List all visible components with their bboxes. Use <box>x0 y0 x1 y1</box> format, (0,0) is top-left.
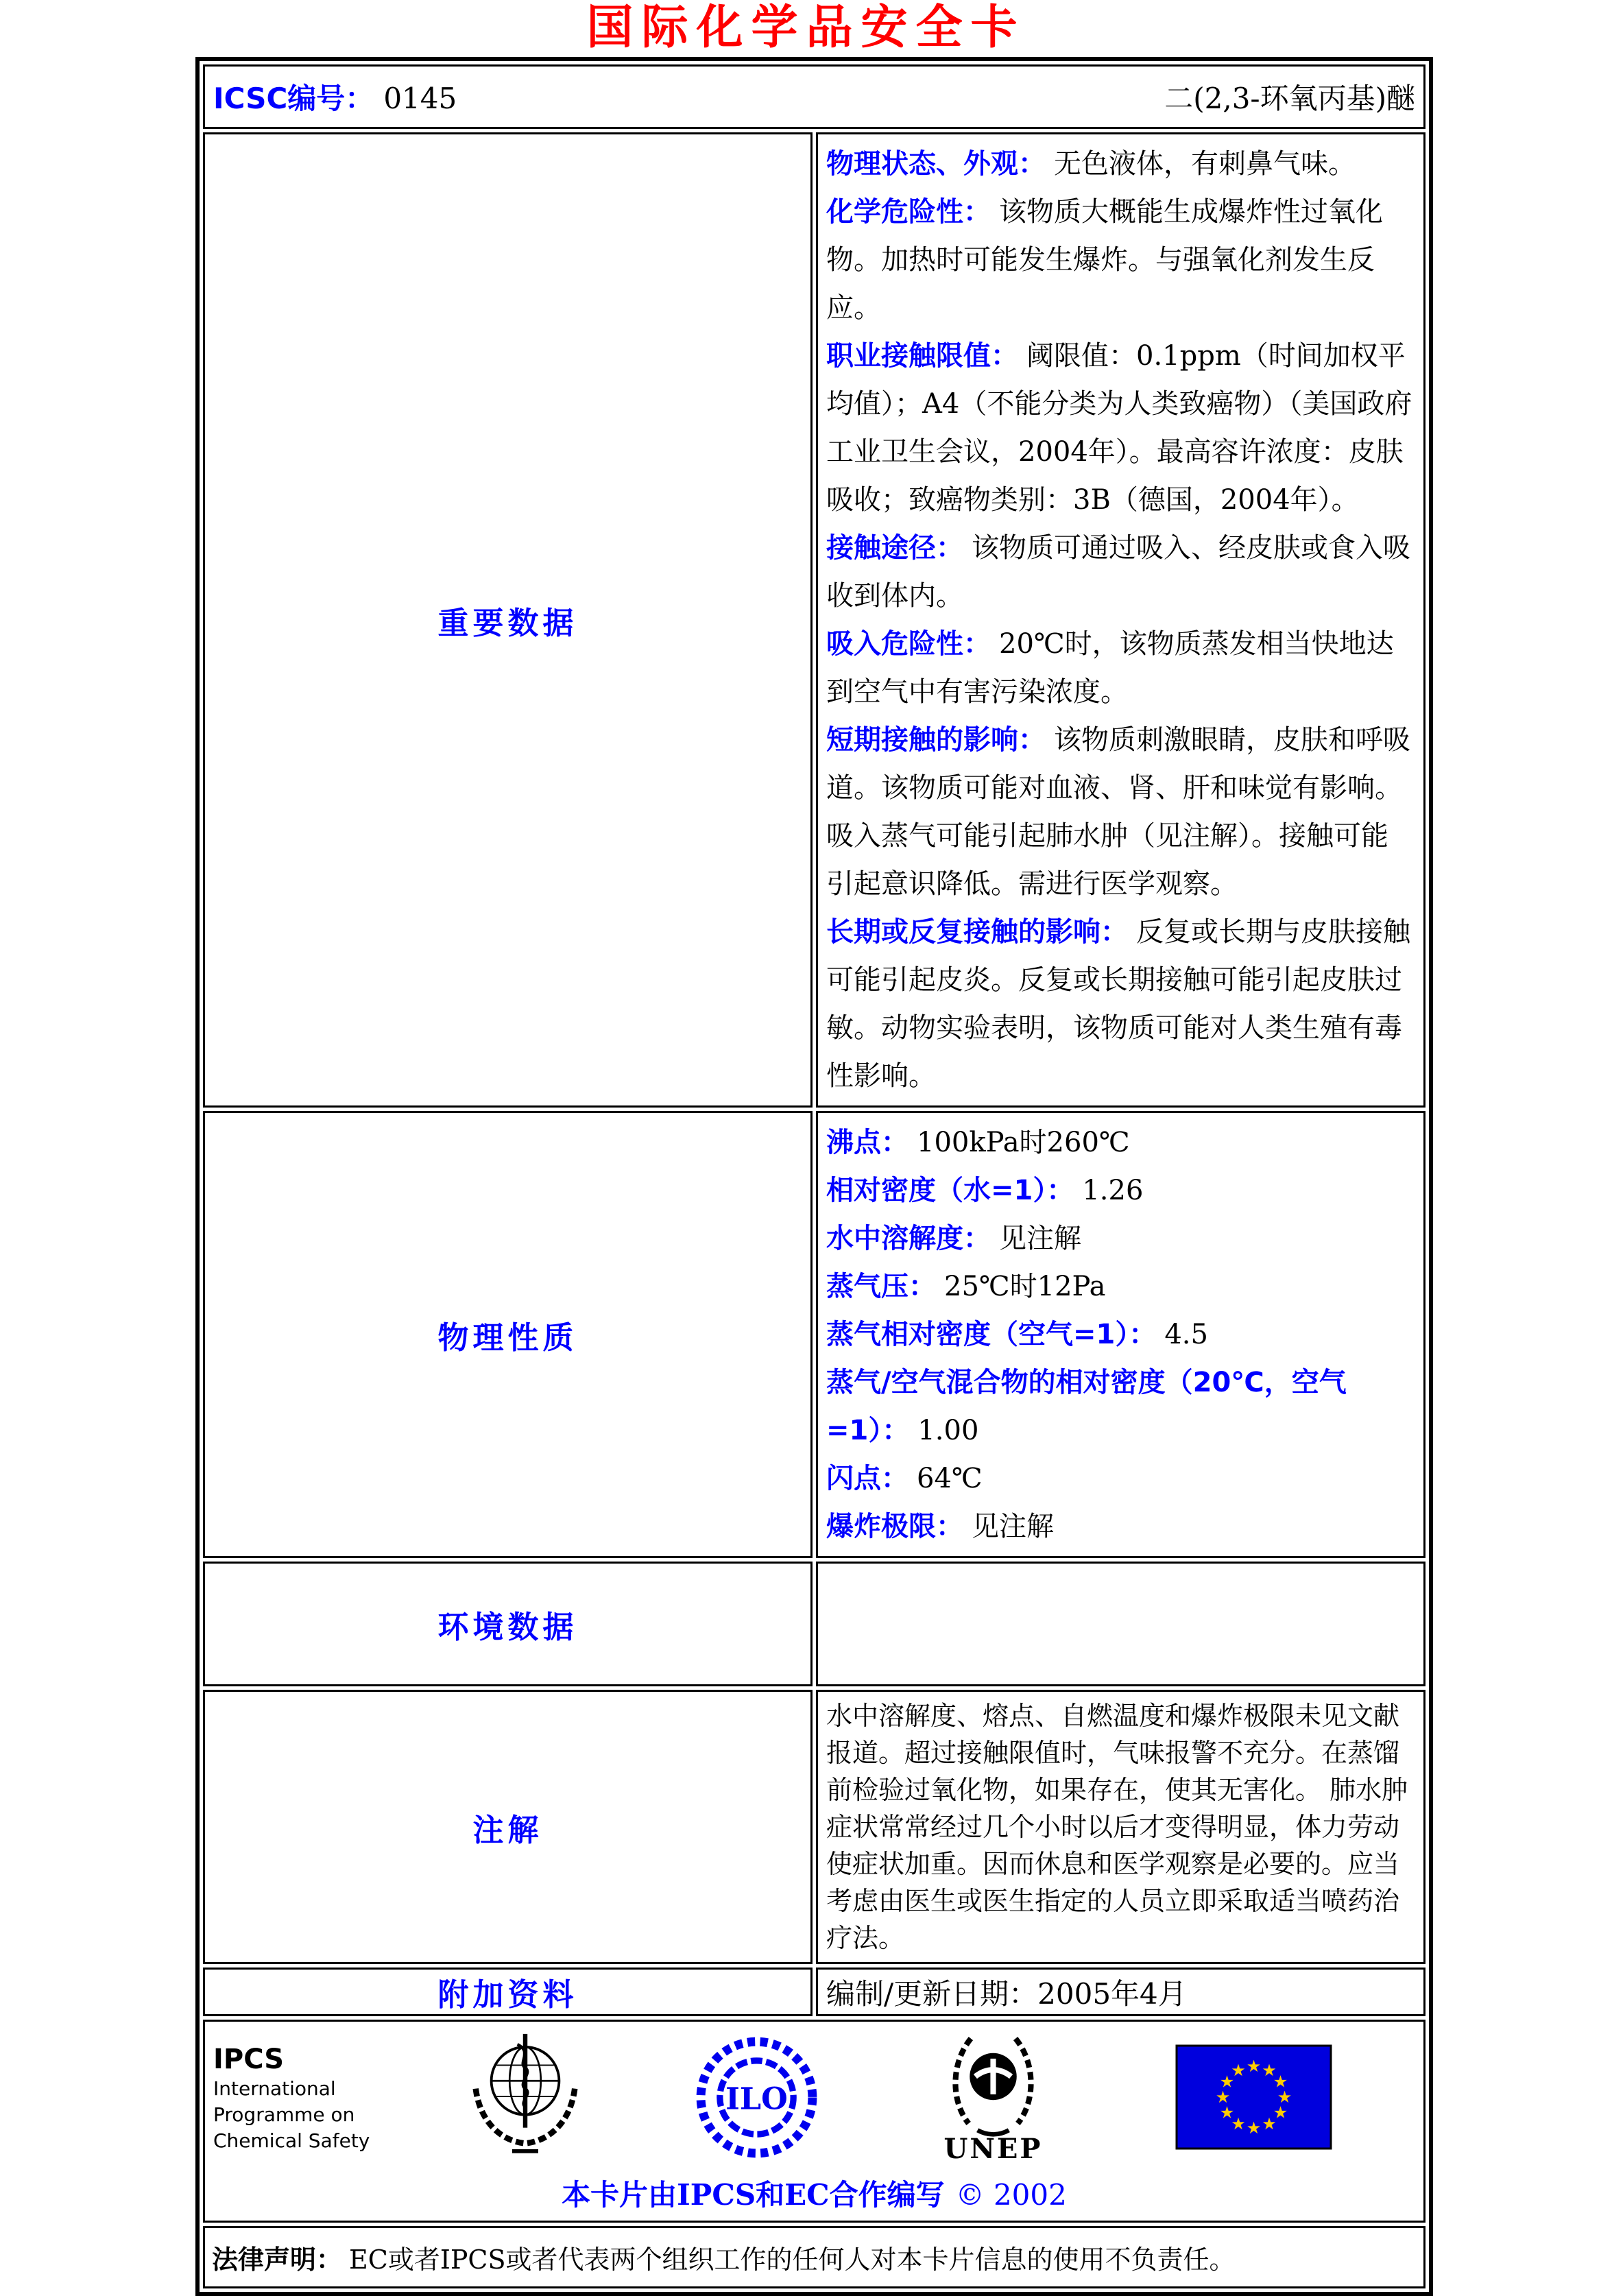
svg-text:★: ★ <box>1262 2114 1277 2133</box>
unep-logo-icon <box>937 2034 1050 2163</box>
svg-text:★: ★ <box>1277 2088 1292 2107</box>
property-value: 见注解 <box>972 1511 1054 1542</box>
property-value: 25℃时12Pa <box>944 1271 1106 1302</box>
credit-text: 本卡片由IPCS和EC合作编写 <box>562 2178 945 2212</box>
property-value: 20℃时，该物质蒸发相当快地达到空气中有害污染浓度。 <box>826 628 1394 708</box>
credit-line <box>213 2173 1415 2214</box>
page-title: 国际化学品安全卡 <box>586 0 1026 55</box>
svg-text:★: ★ <box>1231 2061 1246 2080</box>
legal-notice-label: 法律声明： <box>212 2245 343 2275</box>
section-label-additional-info: 附加资料 <box>203 1968 813 2016</box>
environmental-data-content <box>816 1562 1425 1686</box>
property-row <box>826 1311 1415 1359</box>
additional-info-content: 编制/更新日期：2005年4月 <box>816 1968 1425 2016</box>
property-label: 沸点： <box>826 1127 909 1158</box>
organizations-row <box>203 2020 1425 2223</box>
property-value: 反复或长期与皮肤接触可能引起皮炎。反复或长期接触可能引起皮肤过敏。动物实验表明，该物质可能对人类生殖有毒性影响。 <box>826 916 1410 1092</box>
property-value: 该物质可通过吸入、经皮肤或食入吸收到体内。 <box>826 532 1410 612</box>
svg-text:★: ★ <box>1246 2057 1262 2076</box>
property-value: 1.00 <box>917 1415 979 1446</box>
property-label: 短期接触的影响： <box>826 724 1046 756</box>
property-row <box>826 1359 1415 1455</box>
property-label: 长期或反复接触的影响： <box>826 916 1128 948</box>
copyright-text: © 2002 <box>955 2178 1067 2212</box>
svg-text:★: ★ <box>1219 2103 1235 2122</box>
icsc-number-value: 0145 <box>383 82 457 115</box>
ilo-logo-icon <box>693 2034 820 2164</box>
property-row <box>826 1167 1415 1215</box>
property-value: 该物质刺激眼睛，皮肤和呼吸道。该物质可能对血液、肾、肝和味觉有影响。吸入蒸气可能引起肺水肿（见注解）。接触可能引起意识降低。需进行医学观察。 <box>826 724 1410 900</box>
property-row <box>826 524 1415 620</box>
property-label: 吸入危险性： <box>826 628 991 660</box>
property-value: 无色液体，有刺鼻气味。 <box>1054 148 1356 180</box>
property-label: 蒸气/空气混合物的相对密度（20℃，空气=1）： <box>826 1367 1347 1446</box>
property-label: 物理状态、外观： <box>826 148 1046 180</box>
chemical-name: 二(2,3-环氧丙基)醚 <box>1164 82 1415 115</box>
property-value: 阈限值：0.1ppm（时间加权平均值）；A4（不能分类为人类致癌物）（美国政府工业卫生会议，2004年）。最高容许浓度：皮肤吸收；致癌物类别：3B（德国，2004年）。 <box>826 340 1412 516</box>
ipcs-acronym: IPCS <box>213 2044 285 2076</box>
property-value: 该物质大概能生成爆炸性过氧化物。加热时可能发生爆炸。与强氧化剂发生反应。 <box>826 196 1383 324</box>
ipcs-line: Chemical Safety <box>213 2129 370 2152</box>
property-row <box>826 1215 1415 1263</box>
notes-content: 水中溶解度、熔点、自燃温度和爆炸极限未见文献报道。超过接触限值时，气味报警不充分。在蒸馏前检验过氧化物，如果存在，使其无害化。 肺水肿症状常常经过几个小时以后才变得明显，体力劳动使症状加重。因而休息和医学观察是必要的。应当考虑由医生或医生指定的人员立即采取适当喷药治疗法。 <box>816 1690 1425 1964</box>
svg-text:★: ★ <box>1219 2072 1235 2092</box>
property-row <box>826 188 1415 332</box>
property-row <box>826 1263 1415 1311</box>
svg-text:★: ★ <box>1215 2088 1231 2107</box>
who-logo-icon <box>460 2029 590 2168</box>
ipcs-text-block <box>213 2043 398 2153</box>
icsc-number-label: ICSC编号： <box>213 82 374 115</box>
property-row <box>826 716 1415 908</box>
property-row <box>826 620 1415 716</box>
card-header-row <box>203 64 1425 129</box>
ipcs-line: International <box>213 2077 336 2101</box>
svg-text:★: ★ <box>1262 2061 1277 2080</box>
property-row <box>826 140 1415 188</box>
property-label: 爆炸极限： <box>826 1511 963 1542</box>
svg-text:ILO: ILO <box>725 2080 788 2116</box>
legal-notice-row <box>203 2226 1425 2288</box>
property-label: 职业接触限值： <box>826 340 1018 372</box>
section-label-physical-properties: 物理性质 <box>203 1111 813 1558</box>
section-label-environmental-data: 环境数据 <box>203 1562 813 1686</box>
property-value: 4.5 <box>1164 1319 1208 1350</box>
eu-flag-icon <box>1177 2046 1331 2151</box>
property-row <box>826 1503 1415 1551</box>
svg-text:★: ★ <box>1231 2114 1246 2133</box>
svg-text:★: ★ <box>1246 2118 1262 2138</box>
legal-notice-text: EC或者IPCS或者代表两个组织工作的任何人对本卡片信息的使用不负责任。 <box>349 2245 1236 2275</box>
property-row <box>826 1455 1415 1503</box>
property-label: 闪点： <box>826 1463 909 1494</box>
property-value: 见注解 <box>999 1223 1081 1254</box>
ipcs-line: Programme on <box>213 2103 355 2127</box>
property-value: 1.26 <box>1082 1175 1144 1206</box>
property-label: 蒸气相对密度（空气=1）： <box>826 1319 1157 1350</box>
section-label-notes: 注解 <box>203 1690 813 1964</box>
property-label: 水中溶解度： <box>826 1223 991 1254</box>
unep-caption: UNEP <box>943 2133 1043 2165</box>
property-value: 64℃ <box>917 1463 983 1494</box>
property-value: 100kPa时260℃ <box>917 1127 1130 1158</box>
property-label: 相对密度（水=1）： <box>826 1175 1074 1206</box>
physical-properties-content <box>816 1111 1425 1558</box>
property-row <box>826 332 1415 524</box>
svg-text:★: ★ <box>1273 2072 1288 2092</box>
section-label-important-data: 重要数据 <box>203 132 813 1108</box>
property-row <box>826 908 1415 1100</box>
property-label: 蒸气压： <box>826 1271 936 1302</box>
property-label: 接触途径： <box>826 532 963 564</box>
property-row <box>826 1119 1415 1167</box>
svg-text:★: ★ <box>1273 2103 1288 2122</box>
icsc-number-group <box>213 76 457 117</box>
property-label: 化学危险性： <box>826 196 991 228</box>
important-data-content <box>816 132 1425 1108</box>
icsc-card-table <box>195 57 1433 2296</box>
